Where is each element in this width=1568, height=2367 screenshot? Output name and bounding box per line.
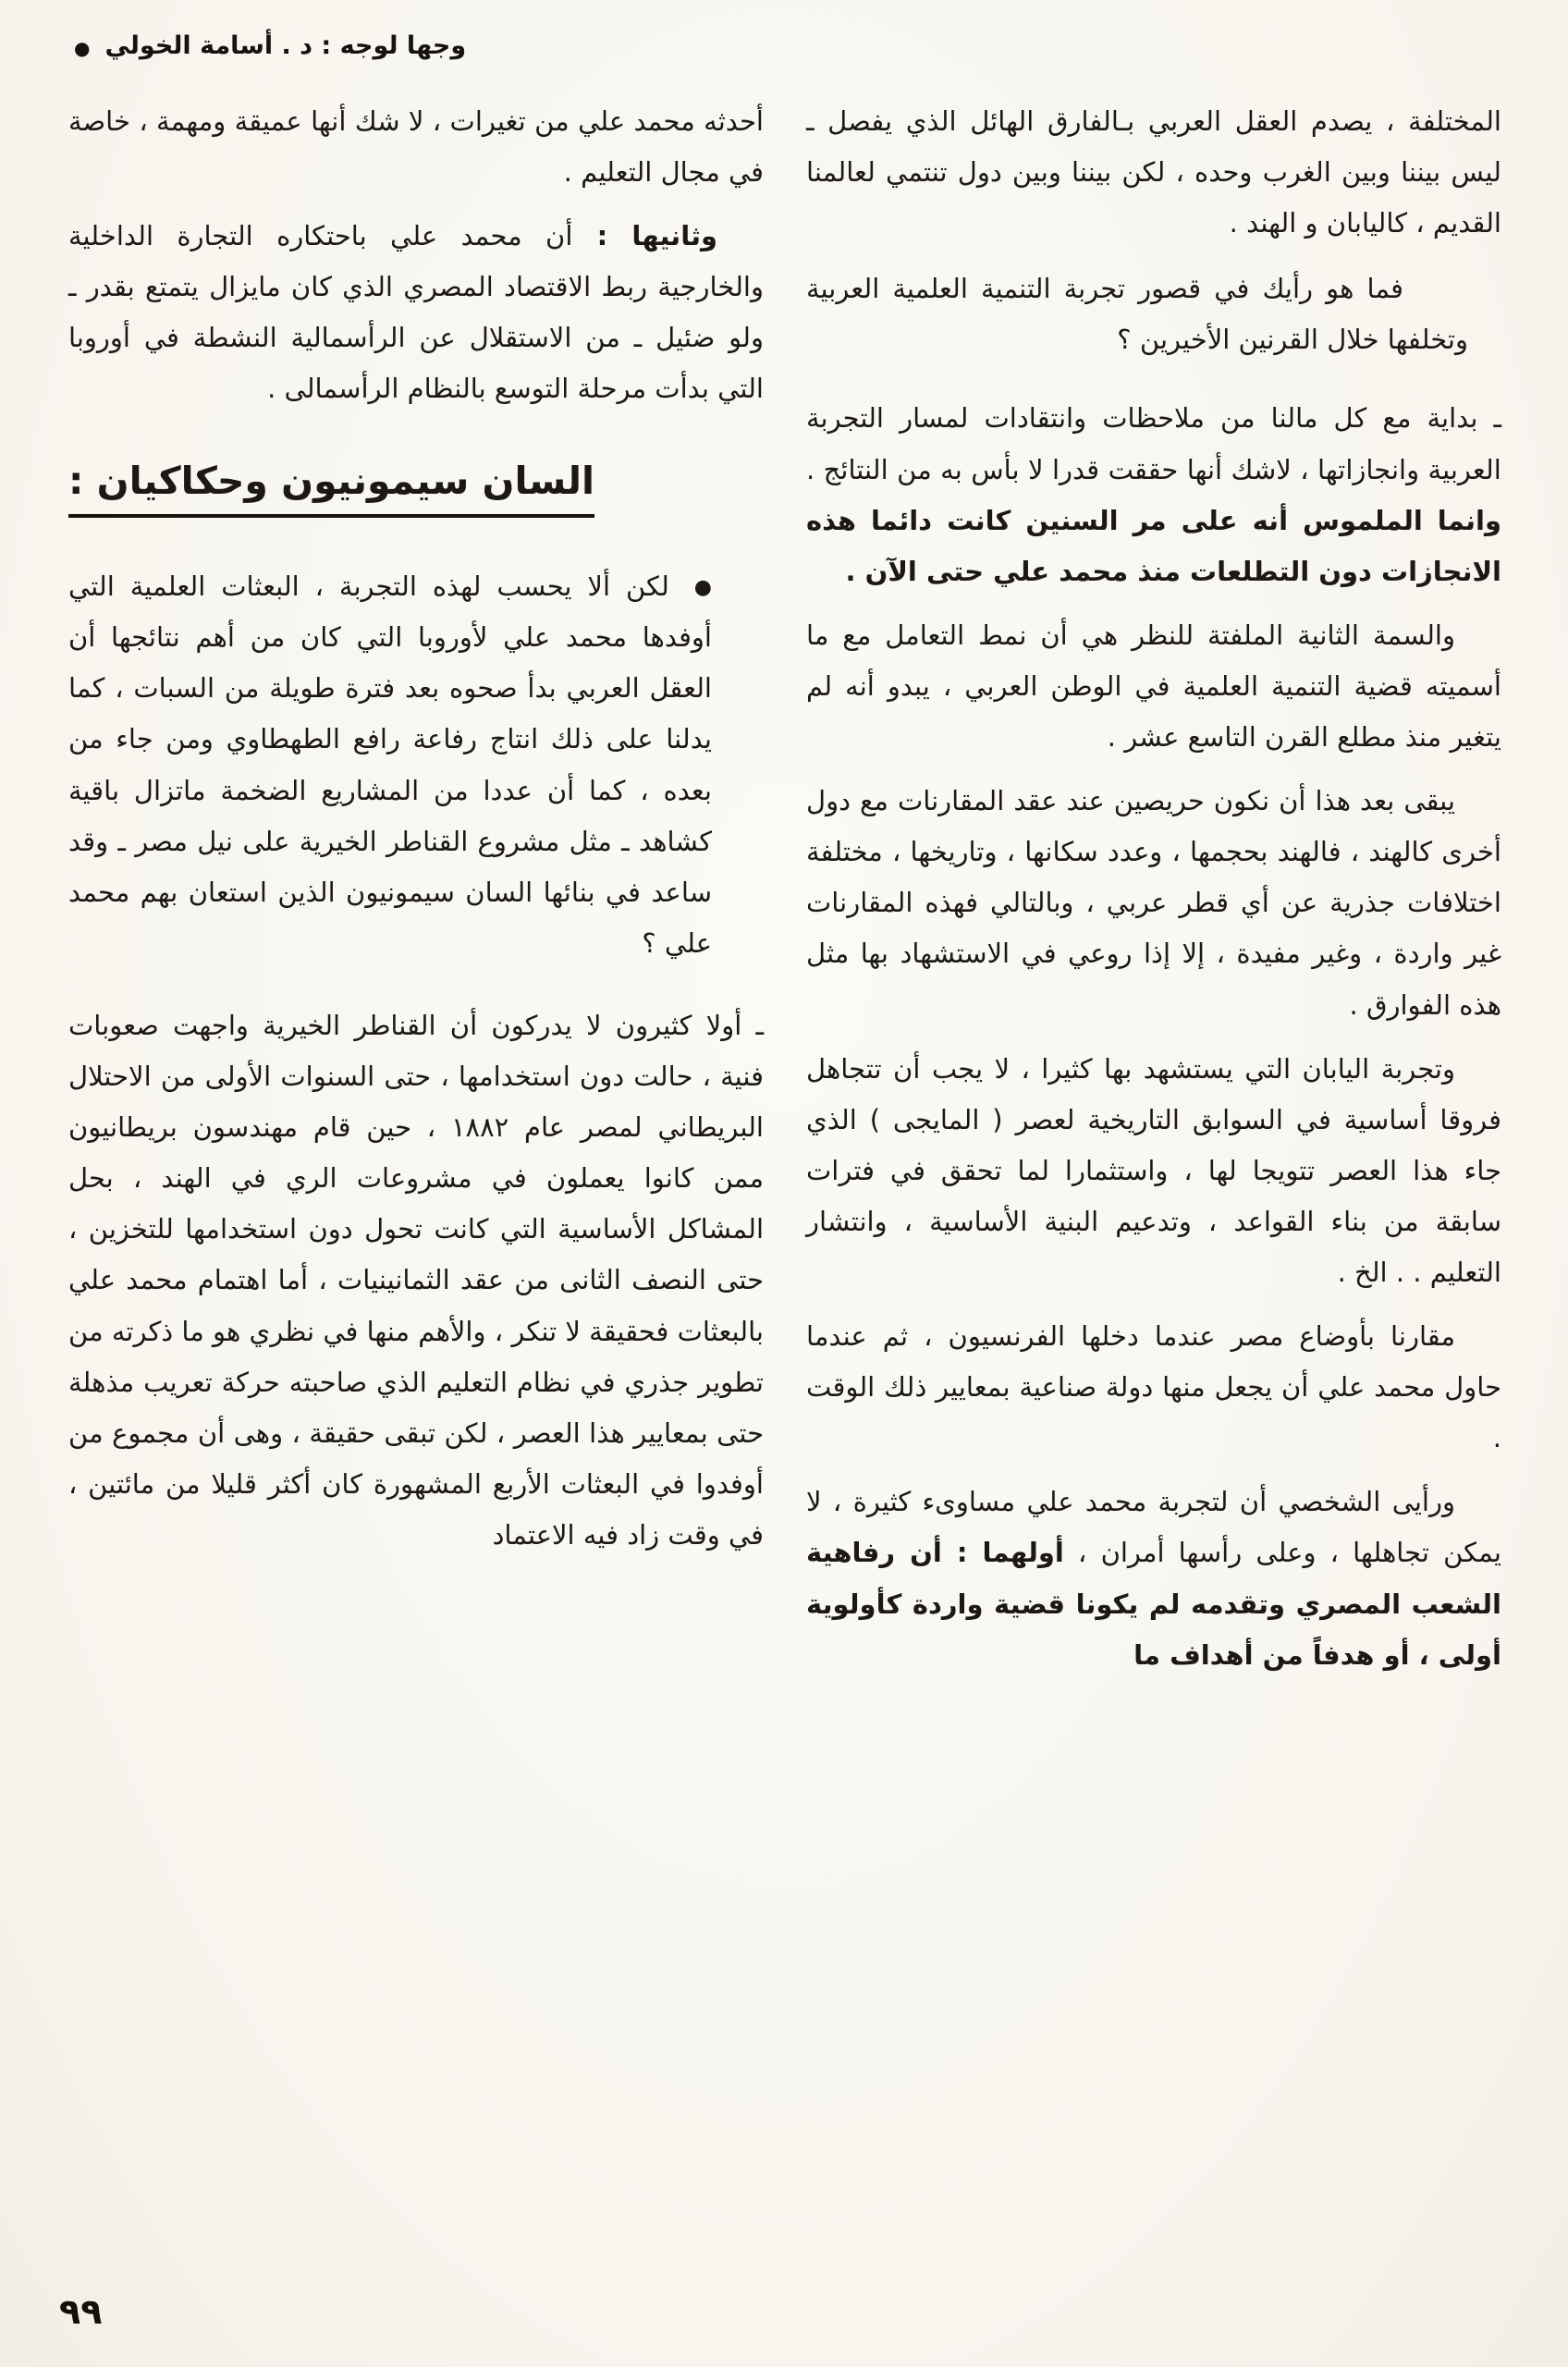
page-number: ٩٩ bbox=[59, 2291, 103, 2332]
left-column bbox=[68, 96, 764, 2258]
section-heading bbox=[68, 443, 764, 520]
interview-answer bbox=[806, 393, 1501, 596]
paragraph: يبقى بعد هذا أن نكون حريصين عند عقد المقارنات مع دول أخرى كالهند ، فالهند بحجمها ، وعدد سكانها ، وتاريخها ، مختلفة اختلافات جذرية عن أي قطر عربي ، وبالتالي فهذه المقارنات غير واردة ، وغير مفيدة ، إلا إذا روعي في الاستشهاد بها مثل هذه الفوارق . bbox=[806, 785, 1501, 1021]
paragraph-continuation: المختلفة ، يصدم العقل العربي بـالفارق الهائل الذي يفصل ـ ليس بيننا وبين الغرب وحده ، لكن بيننا وبين دول تنتمي لعالمنا القديم ، كاليابان و الهند . bbox=[806, 105, 1501, 239]
text-columns bbox=[68, 96, 1501, 2258]
section-heading-text: السان سيمونيون وحكاكيان : bbox=[68, 458, 594, 518]
paragraph bbox=[68, 211, 764, 414]
paragraph: مقارنا بأوضاع مصر عندما دخلها الفرنسيون ، ثم عندما حاول محمد علي أن يجعل منها دولة صناعية بمعايير ذلك الوقت . bbox=[806, 1320, 1501, 1454]
paragraph: وتجربة اليابان التي يستشهد بها كثيرا ، لا يجب أن تتجاهل فروقا أساسية في السوابق التاريخية لعصر ( المايجى ) الذي جاء هذا العصر تتويجا لها ، واستثمارا لما تحقق في فترات سابقة من بناء القواعد ، وتدعيم البنية الأساسية ، وانتشار التعليم . . الخ . bbox=[806, 1052, 1501, 1288]
answer-text: ـ بداية مع كل مالنا من ملاحظات وانتقادات لمسار التجربة العربية وانجازاتها ، لاشك أنها حققت قدرا لا بأس به من النتائج . bbox=[806, 402, 1501, 485]
paragraph-continuation: أحدثه محمد علي من تغيرات ، لا شك أنها عميقة ومهمة ، خاصة في مجال التعليم . bbox=[68, 105, 764, 189]
paragraph-text-emphasis: أولهما : أن رفاهية الشعب المصري وتقدمه لم يكونا قضية واردة كأولوية أولى ، أو هدفاً من أهداف ما bbox=[806, 1537, 1501, 1671]
page-header bbox=[74, 31, 466, 60]
page-header-title: وجها لوجه : د . أسامة الخولي bbox=[104, 31, 467, 60]
paragraph-text: أن محمد علي باحتكاره التجارة الداخلية والخارجية ربط الاقتصاد المصري الذي كان مايزال يتمتع بقدر ـ ولو ضئيل ـ من الاستقلال عن الرأسمالية النشطة في أوروبا التي بدأت مرحلة التوسع بالنظام الرأسمالى . bbox=[68, 220, 764, 405]
interview-answer: ـ أولا كثيرون لا يدركون أن القناطر الخيرية واجهت صعوبات فنية ، حالت دون استخدامها ، حتى السنوات الأولى من الاحتلال البريطاني لمصر عام ١٨٨٢ ، حين قام مهندسون بريطانيون ممن كانوا يعملون في مشروعات الري في الهند ، بحل المشاكل الأساسية التي كانت تحول دون استخدامها للتخزين ، حتى النصف الثانى من عقد الثمانينيات ، أما اهتمام محمد علي بالبعثات فحقيقة لا تنكر ، والأهم منها في نظري هو ما ذكرته من تطوير جذري في نظام التعليم الذي صاحبته حركة تعريب مذهلة حتى بمعايير هذا العصر ، لكن تبقى حقيقة ، وهى أن مجموع من أوفدوا في البعثات الأربع المشهورة كان أكثر قليلا من مائتين ، في وقت زاد فيه الاعتماد bbox=[68, 1009, 764, 1551]
right-column bbox=[806, 96, 1501, 2258]
interview-question: فما هو رأيك في قصور تجربة التنمية العلمية العربية وتخلفها خلال القرنين الأخيرين ؟ bbox=[806, 273, 1468, 356]
paragraph-lead: وثانيها : bbox=[572, 220, 718, 252]
interview-question bbox=[68, 561, 764, 969]
question-text: لكن ألا يحسب لهذه التجربة ، البعثات العلمية التي أوفدها محمد علي لأوروبا التي كان من أهم نتائجها أن العقل العربي بدأ صحوه بعد فترة طويلة من السبات ، كما يدلنا على ذلك انتاج رفاعة رافع الطهطاوي ومن جاء من بعده ، كما أن عددا من المشاريع الضخمة ماتزال باقية كشاهد ـ مثل مشروع القناطر الخيرية على نيل مصر ـ وقد ساعد في بنائها السان سيمونيون الذين استعان بهم محمد علي ؟ bbox=[68, 570, 712, 959]
paragraph: والسمة الثانية الملفتة للنظر هي أن نمط التعامل مع ما أسميته قضية التنمية العلمية في الوطن العربي ، يبدو أنه لم يتغير منذ مطلع القرن التاسع عشر . bbox=[806, 619, 1501, 754]
answer-text-emphasis: وانما الملموس أنه على مر السنين كانت دائما هذه الانجازات دون التطلعات منذ محمد علي حتى الآن . bbox=[806, 504, 1501, 587]
bullet-icon: ● bbox=[74, 36, 91, 59]
paragraph bbox=[806, 1477, 1501, 1680]
bullet-icon: ● bbox=[693, 576, 712, 600]
paragraph-text: ورأيى الشخصي أن لتجربة محمد علي مساوىء كثيرة ، لا يمكن تجاهلها ، وعلى رأسها أمران ، bbox=[806, 1486, 1502, 1569]
